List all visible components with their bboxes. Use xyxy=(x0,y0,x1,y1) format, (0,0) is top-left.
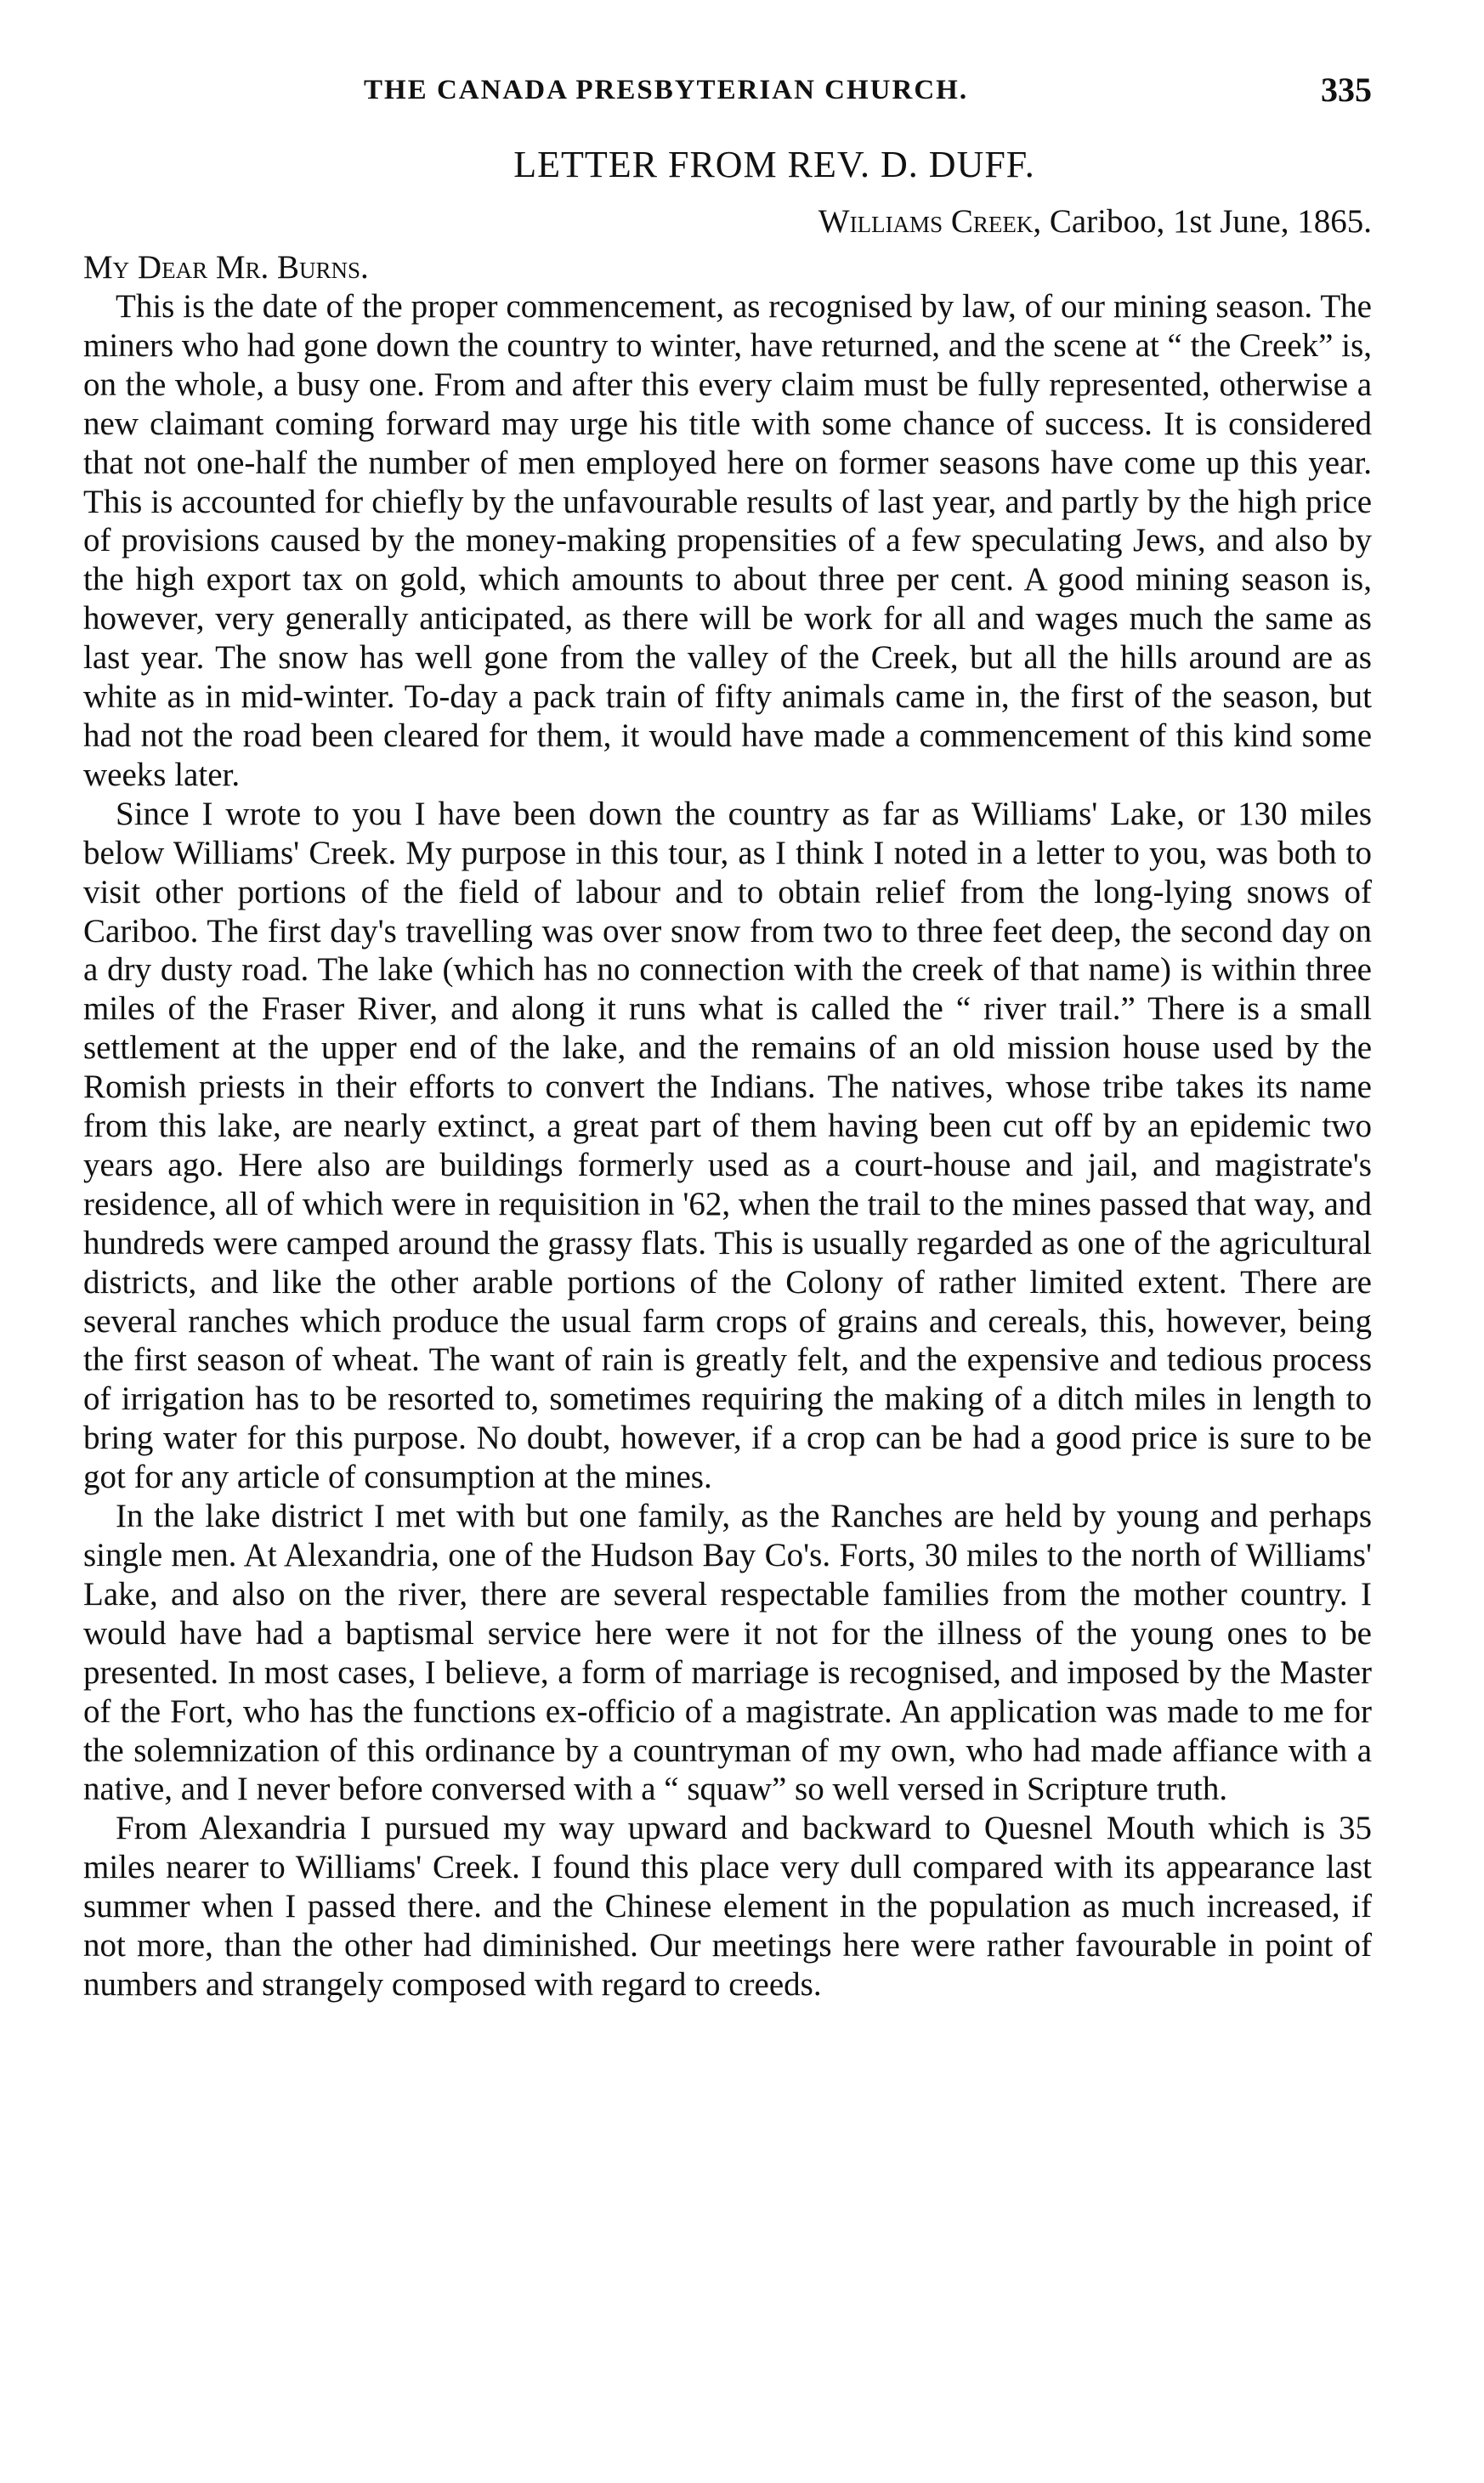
page-number: 335 xyxy=(1321,71,1372,109)
letter-body xyxy=(83,287,1372,2004)
paragraph: Since I wrote to you I have been down the country as far as Williams' Lake, or 130 miles below Williams' Creek. My purpose in this tour, as I think I noted in a letter to you, was both to visit other portions of the field of labour and to obtain relief from the long-lying snows of Cariboo. The first day's travelling was over snow from two to three feet deep, the second day on a dry dusty road. The lake (which has no connection with the creek of that name) is within three miles of the Fraser River, and along it runs what is called the “ river trail.” There is a small settlement at the upper end of the lake, and the remains of an old mission house used by the Romish priests in their efforts to convert the Indians. The natives, whose tribe takes its name from this lake, are nearly extinct, a great part of them having been cut off by an epidemic two years ago. Here also are buildings formerly used as a court-house and jail, and magistrate's residence, all of which were in requisition in '62, when the trail to the mines passed that way, and hundreds were camped around the grassy flats. This is usually regarded as one of the agricultural districts, and like the other arable portions of the Colony of rather limited extent. There are several ranches which produce the usual farm crops of grains and cereals, this, however, being the first season of wheat. The want of rain is greatly felt, and the expensive and tedious process of irrigation has to be resorted to, sometimes requiring the making of a ditch miles in length to bring water for this purpose. No doubt, however, if a crop can be had a good price is sure to be got for any article of consumption at the mines. xyxy=(83,795,1372,1496)
paragraph: In the lake district I met with but one family, as the Ranches are held by young and perhaps single men. At Alexandria, one of the Hudson Bay Co's. Forts, 30 miles to the north of Williams' Lake, and also on the river, there are several respectable families from the mother country. I would have had a baptismal service here were it not for the illness of the young ones to be presented. In most cases, I believe, a form of marriage is recognised, and imposed by the Master of the Fort, who has the functions ex-officio of a magistrate. An application was made to me for the solemnization of this ordinance by a countryman of my own, who had made affiance with a native, and I never before conversed with a “ squaw” so well versed in Scripture truth. xyxy=(83,1498,1372,1808)
running-title: THE CANADA PRESBYTERIAN CHURCH. xyxy=(364,75,969,105)
article-title: LETTER FROM REV. D. DUFF. xyxy=(513,144,1035,185)
page xyxy=(83,71,1372,2004)
paragraph: This is the date of the proper commencement, as recognised by law, of our mining season. The miners who had gone down the country to winter, have returned, and the scene at “ the Creek” is, on the whole, a busy one. From and after this every claim must be fully represented, otherwise a new claimant coming forward may urge his title with some chance of success. It is considered that not one-half the number of men employed here on former seasons have come up this year. This is accounted for chiefly by the unfavourable results of last year, and partly by the high price of provisions caused by the money-making propensities of a few speculating Jews, and also by the high export tax on gold, which amounts to about three per cent. A good mining season is, however, very generally anticipated, as there will be work for all and wages much the same as last year. The snow has well gone from the valley of the Creek, but all the hills around are as white as in mid-winter. To-day a pack train of fifty animals came in, the first of the season, but had not the road been cleared for them, it would have made a commencement of this kind some weeks later. xyxy=(83,288,1372,793)
salutation: My Dear Mr. Burns. xyxy=(83,249,369,286)
dateline xyxy=(83,199,1372,245)
dateline-place: Williams Creek, xyxy=(818,203,1042,240)
paragraph: From Alexandria I pursued my way upward and backward to Quesnel Mouth which is 35 miles nearer to Williams' Creek. I found this place very dull compared with its appearance last summer when I passed there. and the Chinese element in the population as much increased, if not more, than the other had diminished. Our meetings here were rather favourable in point of numbers and strangely composed with regard to creeds. xyxy=(83,1810,1372,2003)
running-head xyxy=(83,71,1372,114)
dateline-date: Cariboo, 1st June, 1865. xyxy=(1041,203,1372,240)
